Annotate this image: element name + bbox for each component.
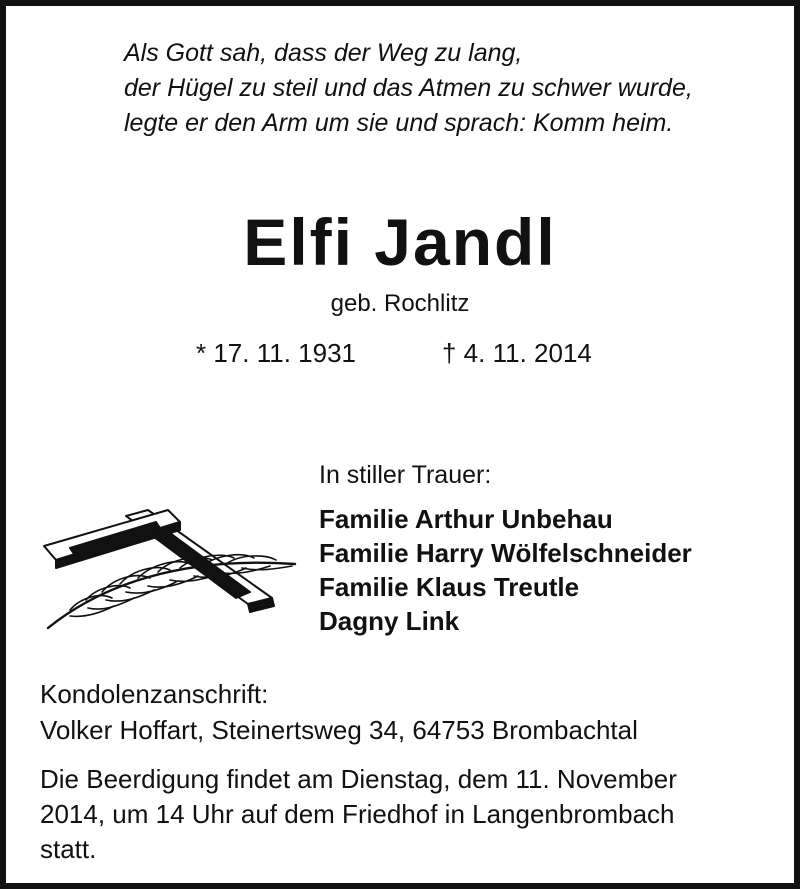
birth-date: * 17. 11. 1931 [196, 338, 356, 368]
condolence-address-block [40, 676, 638, 748]
condolence-address: Volker Hoffart, Steinertsweg 34, 64753 Brombachtal [40, 715, 638, 745]
condolence-label: Kondolenzanschrift: [40, 679, 269, 709]
funeral-notice [40, 762, 677, 867]
mourner-item: Familie Klaus Treutle [319, 572, 580, 602]
cross-with-palm-branch-icon [40, 506, 305, 631]
mourners-list [319, 502, 692, 638]
funeral-line: 2014, um 14 Uhr auf dem Friedhof in Langenbrombach [40, 799, 675, 829]
mourner-item: Familie Harry Wölfelschneider [319, 538, 692, 568]
funeral-line: Die Beerdigung findet am Dienstag, dem 11. November [40, 764, 677, 794]
funeral-line: statt. [40, 834, 97, 864]
motto-verse [124, 36, 693, 141]
motto-line: der Hügel zu steil und das Atmen zu schwer wurde, [124, 74, 693, 102]
motto-line: Als Gott sah, dass der Weg zu lang, [124, 39, 523, 67]
death-date: † 4. 11. 2014 [442, 338, 592, 368]
mourner-item: Familie Arthur Unbehau [319, 504, 613, 534]
mourner-item: Dagny Link [319, 606, 460, 636]
birth-name: geb. Rochlitz [330, 290, 470, 317]
motto-line: legte er den Arm um sie und sprach: Komm heim. [124, 109, 674, 137]
deceased-name: Elfi Jandl [243, 205, 557, 279]
mourning-intro: In stiller Trauer: [319, 461, 492, 489]
